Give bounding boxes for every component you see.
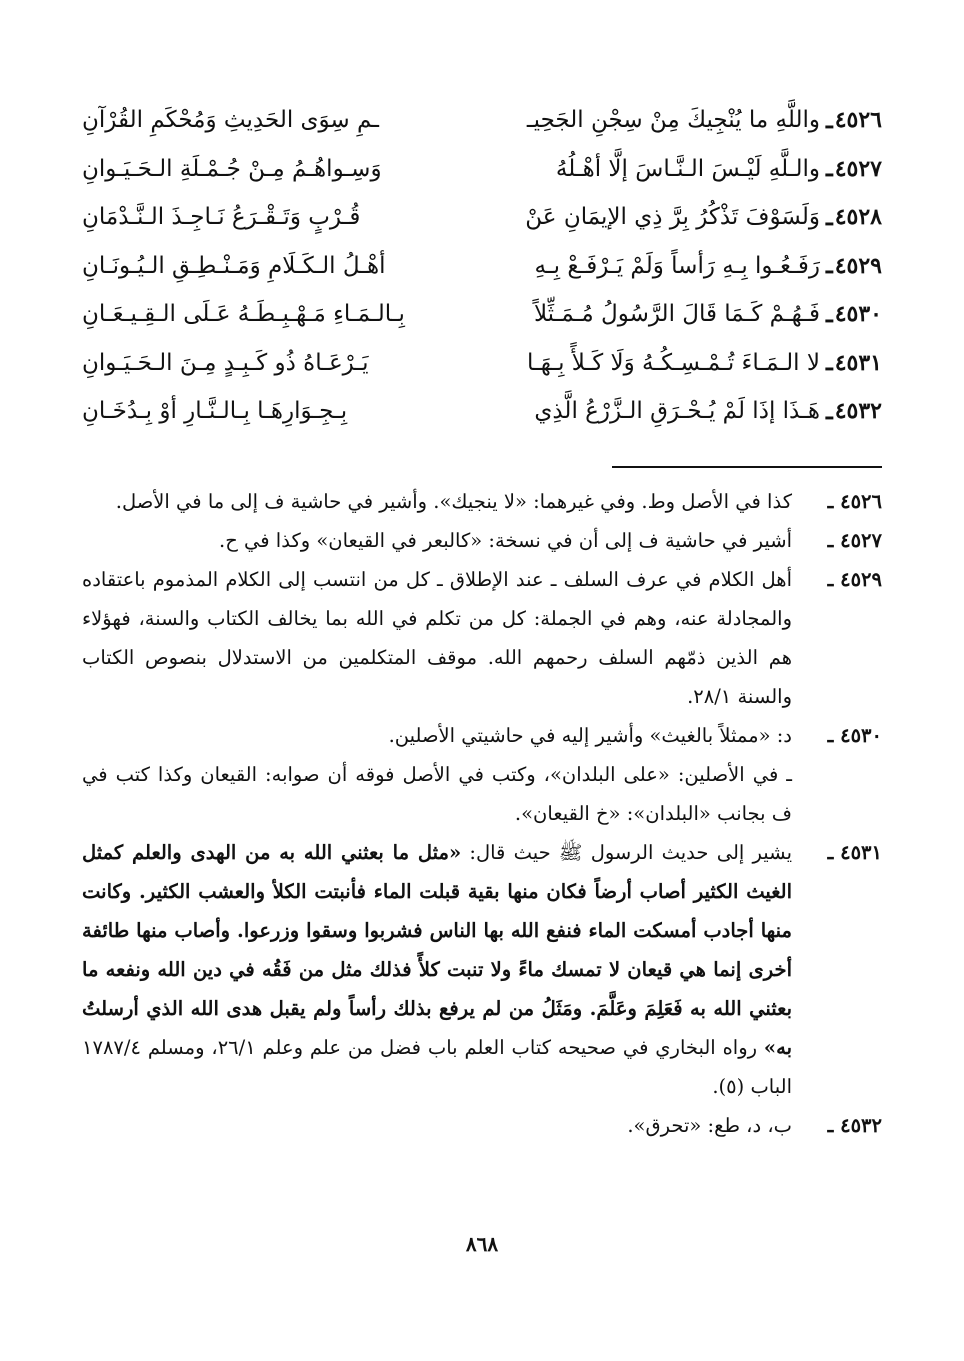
- footnote: [82, 482, 882, 521]
- verse-number: ٤٥٢٩: [834, 252, 882, 279]
- verse-number: ٤٥٢٦: [834, 107, 882, 134]
- verse-second-half: وَسِـواهُـمُ مِـنْ جُـمْـلَةِ الـحَـيَـوانِ: [82, 155, 382, 182]
- verse-number: ٤٥٣٠: [834, 301, 882, 328]
- first-hemistich: ٤٥٢٨ ـ وَلَسَوْفَ تَذْكُرُ بِرَّ ذِي الإيمَانِ عَنْ: [525, 203, 882, 231]
- poem-verses: [82, 96, 882, 436]
- verse-row: [82, 290, 882, 339]
- footnote-label: ٤٥٣٢ ـ: [827, 1113, 882, 1137]
- footnote: [82, 1106, 882, 1145]
- verse-second-half: يَـرْعَـاهُ ذُو كَـبِـدٍ مِـنَ الـحَـيَـوانِ: [82, 349, 369, 376]
- footnote-label: ٤٥٣٠ ـ: [827, 723, 882, 747]
- first-hemistich: ٤٥٣٢ ـ هَـذَا إذَا لَمْ يُـحْـرَقِ الـزَّرْعُ الَّذِي: [534, 397, 882, 425]
- footnotes: [82, 482, 882, 1145]
- footnote-text-source: رواه البخاري في صحيحه كتاب العلم باب فضل من علم وعلم ٢٦/١، ومسلم ١٧٨٧/٤ الباب (٥).: [82, 1035, 792, 1098]
- footnote: [82, 833, 882, 1106]
- hadith-quote: «مثل ما بعثني الله به من الهدى والعلم كمثل الغيث الكثير أصاب أرضاً فكان منها بقية قبلت الماء فأنبتت الكلأ والعشب الكثير. وكانت منها أجادب أمسكت الماء فنفع الله بها الناس فشربوا وسقوا وزرعوا. وأصاب منها طائفة أخرى إنما هي قيعان لا تمسك ماءً ولا تنبت كلأً فذلك مثل من فَقُه في دين الله ونفعه ما بعثني الله به فَعَلِمَ وعَلَّمَ. ومَثَلُ من لم يرفع بذلك رأساً ولم يقبل هدى الله الذي أرسلتُ به»: [82, 840, 792, 1059]
- verse-row: [82, 193, 882, 242]
- footnote-label: ٤٥٣١ ـ: [827, 840, 882, 864]
- verse-row: [82, 96, 882, 145]
- verse-first-half: هَـذَا إذَا لَمْ يُـحْـرَقِ الـزَّرْعُ الَّذِي: [534, 398, 820, 425]
- footnote-text: أشير في حاشية ف إلى أن في نسخة: «كالبعر في القيعان» وكذا في ح.: [219, 528, 792, 552]
- verse-row: [82, 387, 882, 436]
- verse-first-half: لا الـمَـاءَ تُـمْـسِـكُـهُ وَلَا كَـلأً بِـهَـا: [526, 349, 820, 376]
- footnote-label: ٤٥٢٧ ـ: [827, 528, 882, 552]
- verse-first-half: واللَّهِ ما يُنْجِيكَ مِنْ سِجْنِ الجَحِيـ: [526, 107, 820, 134]
- verse-number: ٤٥٢٧: [834, 155, 882, 182]
- footnote-text: د: «ممثلاً بالغيث» وأشير إليه في حاشيتي الأصلين.: [388, 723, 792, 747]
- verse-second-half: بِـالـمَـاءِ مَـهْـبِـطَـهُ عَـلَى الـقِـيـعَـانِ: [82, 301, 405, 328]
- footnote-text: كذا في الأصل وط. وفي غيرهما: «لا ينجيك». وأشير في حاشية ف إلى ما في الأصل.: [115, 489, 792, 513]
- book-page: [82, 96, 882, 1296]
- verse-number: ٤٥٣٢: [834, 398, 882, 425]
- verse-first-half: رَفَـعُـوا بِـهِ رَأساً وَلَمْ يَـرْفَـعْ بِـهِ: [534, 252, 820, 279]
- first-hemistich: ٤٥٣١ ـ لا الـمَـاءَ تُـمْـسِـكُـهُ وَلَا كَـلأً بِـهَـا: [526, 349, 882, 377]
- footnote-text-intro: يشير إلى حديث الرسول ﷺ حيث قال:: [461, 840, 792, 864]
- verse-second-half: ـمِ سِوَى الحَدِيثِ وَمُحْكَمِ القُرْآنِ: [82, 107, 380, 134]
- page-number: ٨٦٨: [465, 1232, 499, 1256]
- footnote-label: ٤٥٢٩ ـ: [827, 567, 882, 591]
- verse-second-half: أهْـلُ الـكَـلَامِ وَمَـنْـطِـقِ الـيُـونَـانِ: [82, 252, 386, 279]
- first-hemistich: ٤٥٣٠ ـ فَـهُـمْ كَـمَا قَالَ الرَّسُولُ مُـمَـثِّلاً: [533, 300, 882, 328]
- verse-second-half: بِـجِـوَارِهَـا بِـالـنَّـارِ أوْ بِـدُخَـانِ: [82, 398, 348, 425]
- verse-first-half: فَـهُـمْ كَـمَا قَالَ الرَّسُولُ مُـمَـثِّلاً: [533, 301, 820, 328]
- verse-number: ٤٥٣١: [834, 349, 882, 376]
- footnote: [82, 560, 882, 716]
- footnote-text: ـ في الأصلين: «على البلدان»، وكتب في الأصل فوقه أن صوابه: القيعان وكذا كتب في ف بجانب «البلدان»: «خ القيعان».: [82, 762, 792, 825]
- footnote-separator: [612, 466, 882, 468]
- verse-number: ٤٥٢٨: [834, 204, 882, 231]
- footnote: [82, 716, 882, 755]
- verse-first-half: وَلَسَوْفَ تَذْكُرُ بِرَّ ذِي الإيمَانِ عَنْ: [525, 204, 820, 231]
- footnote: [82, 521, 882, 560]
- first-hemistich: ٤٥٢٧ ـ والـلَّهِ لَيْـسَ الـنَّـاسَ إلَّا أهْـلُهُ: [555, 155, 882, 183]
- verse-second-half: قُـرْبٍ وَتَـقْـرَعُ نَـاجِـذَ الـنَّـدْمَانِ: [82, 204, 361, 231]
- verse-first-half: والـلَّهِ لَيْـسَ الـنَّـاسَ إلَّا أهْـلُهُ: [555, 155, 820, 182]
- first-hemistich: ٤٥٢٦ ـ واللَّهِ ما يُنْجِيكَ مِنْ سِجْنِ الجَحِيـ: [526, 106, 882, 134]
- footnote-text: ب، د، طع: «تحرق».: [627, 1113, 792, 1137]
- verse-row: [82, 145, 882, 194]
- footnote-text: أهل الكلام في عرف السلف ـ عند الإطلاق ـ كل من انتسب إلى الكلام المذموم باعتقاده والمجادلة عنه، وهم في الجملة: كل من تكلم في الله بما يخالف الكتاب والسنة، فهؤلاء هم الذين ذمّهم السلف رحمهم الله. موقف المتكلمين من الاستدلال بنصوص الكتاب والسنة ٢٨/١.: [82, 567, 792, 708]
- verse-row: [82, 242, 882, 291]
- first-hemistich: ٤٥٢٩ ـ رَفَـعُـوا بِـهِ رَأساً وَلَمْ يَـرْفَـعْ بِـهِ: [534, 252, 882, 280]
- verse-row: [82, 339, 882, 388]
- footnote-continuation: [82, 755, 882, 833]
- footnote-label: ٤٥٢٦ ـ: [827, 489, 882, 513]
